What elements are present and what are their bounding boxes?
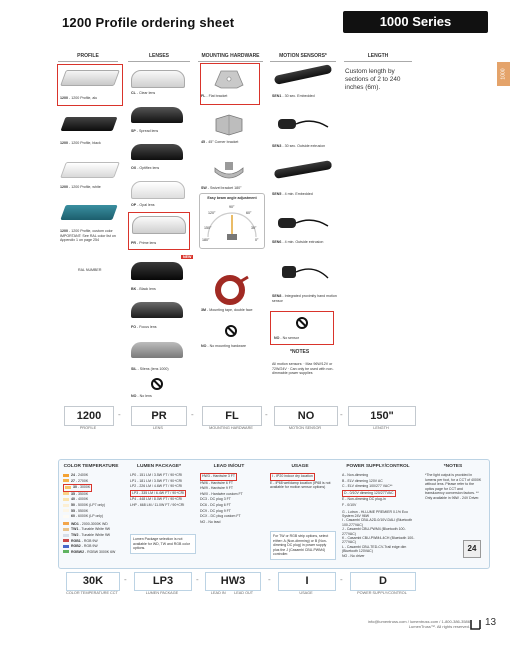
ct-row: TW2 - Tunable White 9W	[63, 533, 115, 539]
angle-label-120: 120°	[208, 211, 216, 215]
lens-prime-caption: PR - Prime lens	[131, 241, 157, 245]
profile-black-image	[60, 117, 117, 131]
profile-alu-image	[60, 70, 120, 86]
lumen-row: LP1 - 181 LM / 3.5W FT / 90+CRI	[130, 478, 183, 483]
flat-bracket-icon	[211, 67, 247, 91]
power-row: E - Non-dimming DC plug-in	[342, 497, 386, 502]
power-row: G - Lutron - Hi-LUME PREMIER 0.1% Eco System 24V 96W	[342, 509, 408, 518]
no-lens-icon	[151, 378, 163, 390]
angle-label-180: 180°	[202, 238, 210, 242]
lumen-row: LP3 - 335 LM / 6.4W FT / 90+CRI	[130, 490, 186, 498]
power-list	[342, 473, 418, 559]
lead-row: DC9 - DC plug 9 FT	[200, 508, 231, 513]
lens-clear-caption: CL - Clear lens	[131, 91, 156, 95]
lens-spread-image	[131, 107, 183, 123]
ral-number-label: RAL NUMBER	[78, 268, 102, 272]
ct-row: 55 - 5500K	[63, 509, 115, 515]
order2-dash-4: -	[340, 575, 343, 584]
lead-row: DC6 - DC plug 6 FT	[200, 502, 231, 507]
col-head-length: LENGTH	[344, 53, 412, 62]
sensor-sen3-image	[272, 113, 332, 139]
ct-row: WD1 - 2000-3000K WD	[63, 522, 115, 528]
lens-opal-image	[131, 181, 185, 199]
mounting-45-caption: 45 - 45° Corner bracket	[201, 140, 239, 144]
mounting-none-caption: NO - No mounting hardware	[201, 344, 246, 348]
sensor-notes-title: *NOTES	[290, 349, 310, 355]
head-lumen: LUMEN PACKAGE*	[137, 464, 181, 469]
power-row: B - ELV dimming 120V AC	[342, 478, 383, 483]
ct-row: RGB2 - RGB 9W	[63, 544, 115, 550]
order-dash-1: -	[118, 410, 121, 419]
sensor-sen3-caption: SEN3 - 30 sec. Outside extrusion	[272, 144, 326, 148]
mounting-swivel-caption: SW - Swivel bracket 180°	[201, 186, 242, 190]
series-badge: 1000 Series	[343, 11, 488, 33]
lumen-list	[130, 473, 186, 509]
order2-power-label: POWER SUPPLY/CONTROL	[357, 591, 407, 595]
order-profile-value: 1200	[64, 406, 114, 426]
power-row: K - Casambi CBU-PWM4-4CH (Bluetooth 100-277VAC)	[342, 536, 415, 545]
lens-silens-image	[131, 342, 183, 358]
lumen-row: LP0 - 151 LM / 3.5W FT / 90+CRI	[130, 473, 183, 477]
profile-custom-image	[60, 205, 117, 220]
driver-24-badge: 24	[463, 540, 481, 558]
lens-opal-caption: OP - Opal lens	[131, 203, 155, 207]
mounting-tape-icon	[210, 275, 250, 305]
lens-clear-image	[131, 70, 185, 88]
sensor-sen6-image	[272, 210, 332, 236]
order-dash-3: -	[265, 410, 268, 419]
order-mounting-value: FL	[202, 406, 262, 426]
col-head-sensors: MOTION SENSORS*	[270, 53, 336, 62]
lens-silens-caption: SIL - Silens (lens 1000)	[131, 367, 169, 371]
order-lens-label: LENS	[153, 426, 163, 430]
ct-row: 30 - 3000K	[63, 484, 92, 492]
panel-notes: *The light output is provided in lumens per foot, for a CCT of 4000K without lens. Please refer to the optics page for CCT and translucency conversion factors. ** Only available in 96W - 24V Driver.	[425, 473, 482, 500]
sensor-sen5-image	[274, 160, 333, 179]
length-description: Custom length by sections of 2 to 240 inches (6m).	[345, 68, 401, 91]
lens-optiflex-caption: OX - Optiflex lens	[131, 166, 160, 170]
col-head-profile: PROFILE	[58, 53, 118, 62]
lead-list	[200, 473, 243, 525]
sensor-notes-text: All motion sensors: · Max 96W/12V or 72W/24V · Can only be used with non-dimmable power supplies	[272, 362, 334, 376]
corner-mark-icon	[470, 619, 481, 630]
power-row: C - ELV dimming 100/277 VAC**	[342, 484, 393, 489]
sensor-sen1-caption: SEN1 - 30 sec. Embedded	[272, 94, 315, 98]
power-row: I - Casambi CBU-A2D-0/10V-DALI (Bluetooth 100-277VAC)	[342, 518, 413, 527]
lens-optiflex-image	[131, 144, 183, 160]
angle-label-90: 90°	[229, 205, 235, 209]
lumen-note: Lumen Package selection is not available for WD, TW and RGB color options.	[130, 534, 196, 554]
ct-row: RGB1 - RGB 9W	[63, 539, 115, 545]
swivel-bracket-icon	[212, 158, 246, 182]
order-length-label: LENGTH	[373, 426, 389, 430]
lead-row: HW6 - Hardwire 6 FT	[200, 480, 234, 485]
power-row: L - Casambi CBU-TED-CV-Trail edge dim (Bluetooth 120VAC)	[342, 544, 407, 554]
power-row: A - Non-dimming	[342, 473, 369, 477]
order2-usage-value: I	[278, 572, 336, 591]
power-row: D - 0/10V dimming 120/277VAC	[342, 490, 396, 498]
lens-focus-image	[131, 302, 183, 318]
mounting-flat-caption: FL - Flat bracket	[201, 94, 228, 98]
lead-row: DCX - DC plug custom FT	[200, 514, 241, 519]
angle-label-30: 30°	[251, 226, 257, 230]
lead-row: NO - No lead	[200, 519, 221, 524]
order2-lumen-label: LUMEN PACKAGE	[145, 591, 179, 595]
angle-label-60: 60°	[246, 211, 252, 215]
angle-label-0: 0°	[255, 238, 259, 242]
head-notes: *NOTES	[443, 464, 463, 469]
angle-label-150: 150°	[204, 226, 212, 230]
lead-row: DC3 - DC plug 3 FT	[200, 497, 231, 502]
order-mounting-label: MOUNTING HARDWARE	[209, 426, 253, 430]
order-sensor-value: NO	[274, 406, 338, 426]
lumen-row: LP4 - 448 LM / 8.0W FT / 90+CRI	[130, 497, 183, 502]
sensor-sen8-image	[272, 260, 332, 288]
lumen-row: LP2 - 226 LM / 4.6W FT / 90+CRI	[130, 484, 183, 489]
sensor-sen8-caption: SEN8 - Integrated proximity hand motion sensor	[272, 294, 337, 303]
order-dash-2: -	[191, 410, 194, 419]
usage-row: I - IP20 indoor dry location	[270, 473, 315, 481]
order2-power-value: D	[350, 572, 416, 591]
head-lead: LEAD IN/OUT	[213, 464, 245, 469]
lens-spread-caption: SP - Spread lens	[131, 129, 159, 133]
col-head-lenses: LENSES	[128, 53, 190, 62]
mounting-tape-caption: 3M - Mounting tape, double face	[201, 308, 253, 312]
ct-row: 50 - 5000K (LP7 only)	[63, 503, 115, 509]
usage-row: E - IP68 wet/damp location (IP68 is not available for motion sensor options)	[270, 480, 331, 490]
order-sensor-label: MOTION SENSOR	[288, 426, 322, 430]
profile-white-caption: 1200 - 1200 Profile, white	[60, 185, 101, 189]
order2-dash-1: -	[124, 575, 127, 584]
lead-row: HWX - Hardwire custom FT	[200, 491, 243, 496]
lens-focus-caption: FO - Focus lens	[131, 325, 157, 329]
lead-row: HW3 - Hardwire 3 FT	[200, 473, 237, 481]
ct-row: 27 - 2700K	[63, 479, 115, 485]
profile-custom-caption: 1200 - 1200 Profile, custom color IMPORTANT: See RAL color list on Appendix 1 on page 254	[60, 229, 116, 243]
sensor-none-caption: NO - No sensor	[274, 336, 299, 340]
lens-none-caption: NO - No lens	[131, 394, 152, 398]
color-temp-list	[63, 473, 115, 555]
profile-white-image	[60, 162, 120, 178]
order2-usage-label: USAGE	[299, 591, 313, 595]
ct-row: 24 - 2400K	[63, 473, 115, 479]
sensor-sen6-caption: SEN6 - 4 min. Outside extrusion	[272, 240, 324, 244]
order2-lumen-value: LP3	[134, 572, 192, 591]
usage-list	[270, 473, 334, 490]
head-color-temp: COLOR TEMPERATURE	[63, 464, 119, 469]
col-head-mounting: MOUNTING HARDWARE	[198, 53, 263, 62]
sensor-sen1-image	[274, 64, 333, 85]
ct-row: RGBW2 - RGBW 3000K 6W	[63, 550, 115, 556]
power-row: F - 0/10V	[342, 502, 357, 507]
order2-lead-label: LEAD IN LEAD OUT	[210, 591, 254, 595]
order-profile-label: PROFILE	[79, 426, 97, 430]
order2-cct-value: 30K	[66, 572, 120, 591]
head-usage: USAGE	[291, 464, 309, 469]
power-row: NO - No driver	[342, 553, 365, 558]
ct-row: 40 - 4000K	[63, 497, 115, 503]
usage-note: For TW or RGB strip options, select either: A (Non-dimming) or B (Non-dimming DC plug) in power supply plus the J (Casambi CBU-PWM4) controller.	[270, 531, 336, 560]
angle-diagram: Easy beam angle adjustment	[199, 193, 265, 249]
side-tab: 1000	[497, 62, 510, 86]
no-mounting-icon	[225, 325, 237, 337]
footer-contact: info@lumentruss.com / lumentruss.com / 1-800-386-3586 LumenTruss™. All rights reserved.	[367, 619, 470, 629]
order2-dash-3: -	[268, 575, 271, 584]
page-title: 1200 Profile ordering sheet	[62, 15, 235, 30]
order2-cct-label: COLOR TEMPERATURE CCT	[66, 591, 118, 595]
order-dash-4: -	[340, 410, 343, 419]
ct-row: 35 - 3500K	[63, 492, 115, 498]
order-lens-value: PR	[131, 406, 187, 426]
sensor-sen5-caption: SEN5 - 4 min. Embedded	[272, 192, 313, 196]
order-length-value: 150"	[348, 406, 416, 426]
lens-black-caption: BK - Black lens	[131, 287, 156, 291]
no-sensor-icon	[296, 317, 308, 329]
profile-black-caption: 1200 - 1200 Profile, black	[60, 141, 101, 145]
ct-row: 60 - 6000K (LP only)	[63, 514, 115, 520]
lumen-row: LHP - 668 LM / 11.0W FT / 90+CRI	[130, 502, 185, 507]
lead-row: HW9 - Hardwire 9 FT	[200, 486, 234, 491]
ct-row: TW1 - Tunable White 9W	[63, 527, 115, 533]
order2-lead-value: HW3	[205, 572, 261, 591]
lens-prime-image	[132, 216, 186, 234]
head-power: POWER SUPPLY/CONTROL	[346, 464, 410, 469]
profile-alu-caption: 1200 - 1200 Profile, alu	[60, 96, 98, 100]
corner-bracket-icon	[212, 113, 246, 137]
new-badge: NEW	[183, 255, 192, 259]
order2-dash-2: -	[196, 575, 199, 584]
power-row: J - Casambi CBU-PWM4 (Bluetooth 100-277VAC)	[342, 527, 406, 536]
page-number: 13	[485, 617, 497, 628]
lens-black-image	[131, 262, 183, 280]
